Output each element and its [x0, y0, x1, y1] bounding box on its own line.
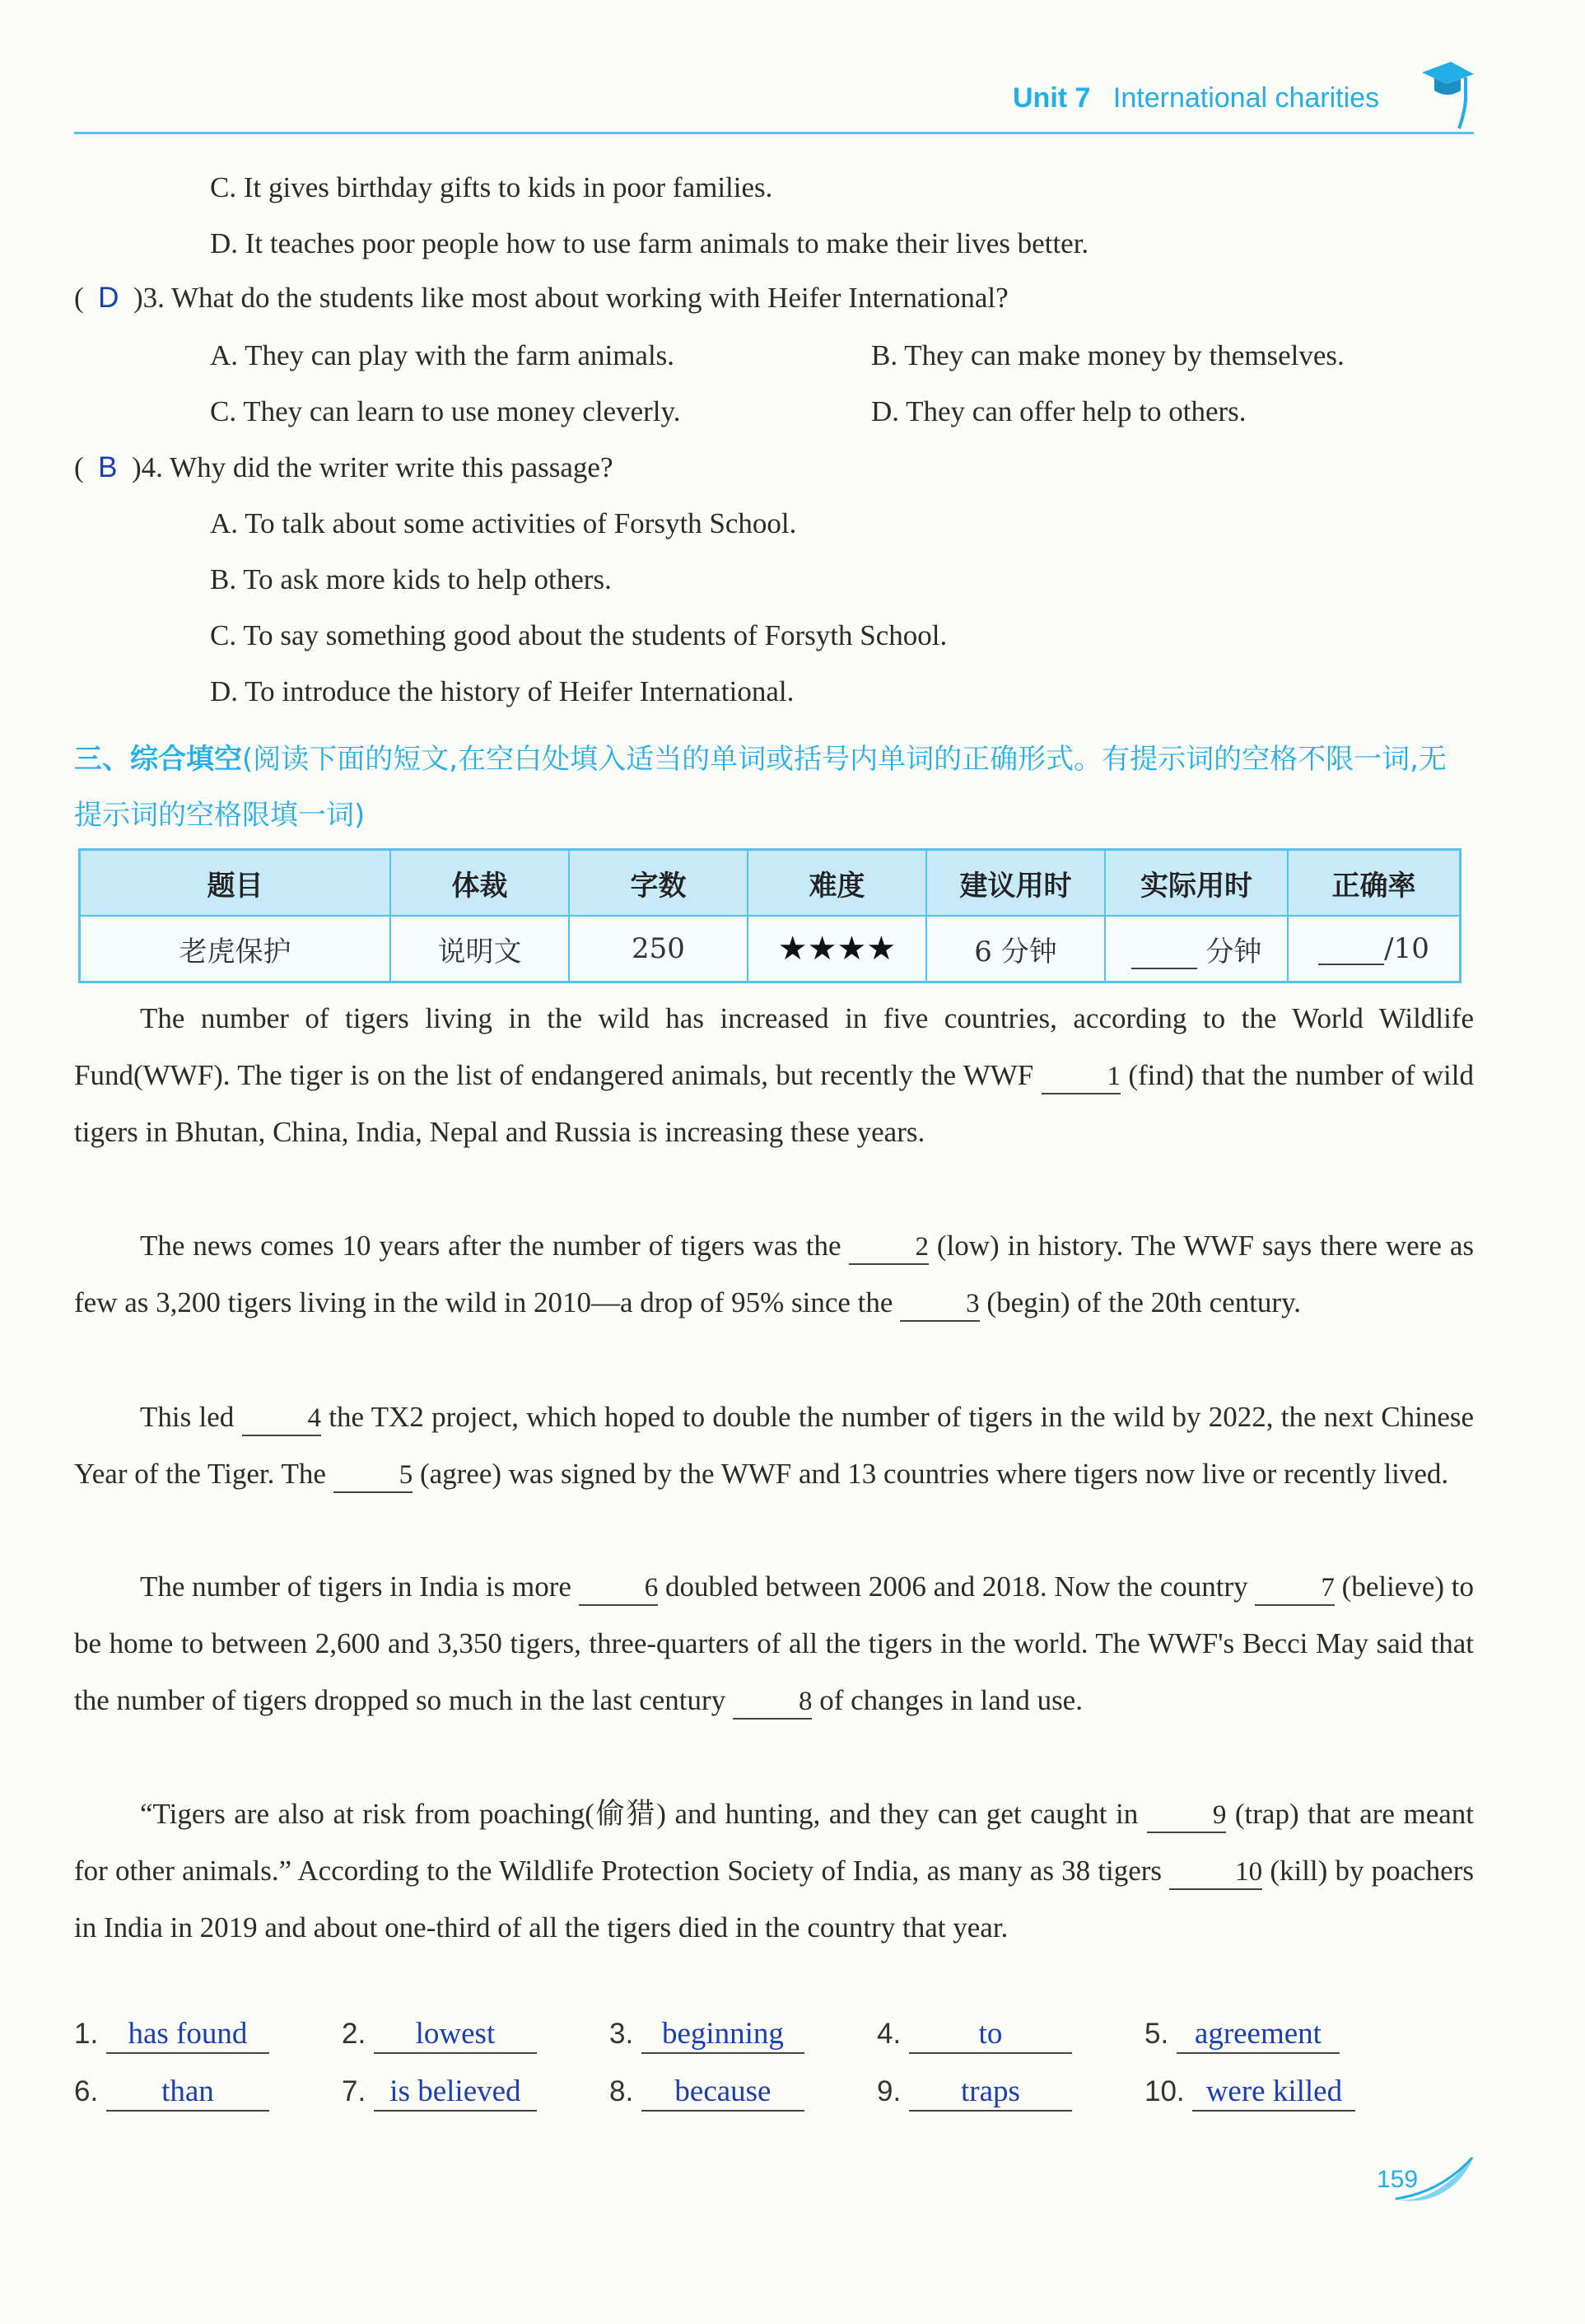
answer-6: 6. than [74, 2074, 269, 2112]
cell-difficulty: ★★★★ [748, 916, 926, 982]
blank-8: 8 [733, 1685, 813, 1720]
q4-option-b: B. To ask more kids to help others. [210, 563, 612, 595]
table-row [80, 916, 1461, 982]
q2-option-d: D. It teaches poor people how to use farm animals to make their lives better. [210, 227, 1089, 259]
section-3-heading [74, 731, 1474, 843]
answer-1: 1. has found [74, 2016, 269, 2054]
q3-option-b: B. They can make money by themselves. [871, 339, 1345, 371]
answer-7: 7. is believed [342, 2074, 537, 2112]
answer-9: 9. traps [877, 2074, 1072, 2112]
answer-3: 3. beginning [609, 2016, 804, 2054]
passage-paragraph-2: The news comes 10 years after the number of tigers was the 2 (low) in history. The WWF says there were as few as 3,200 tigers living in the wild in 2010—a drop of 95% since the 3 (begin) of the 20th century. [74, 1217, 1474, 1331]
blank-2: 2 [849, 1230, 929, 1265]
passage-paragraph-5: “Tigers are also at risk from poaching(偷猎) and hunting, and they can get caught in 9 (trap) that are meant for other animals.” According to the Wildlife Protection Society of India, as many as 38 tigers 10 (kill) by poachers in India in 2019 and about one-third of all the tigers died in the country that year. [74, 1798, 1474, 1944]
unit-header [1013, 82, 1379, 114]
answer-2: 2. lowest [342, 2016, 537, 2054]
blank-10: 10 [1169, 1855, 1262, 1890]
cell-actual-time [1105, 916, 1288, 982]
q4-option-a: A. To talk about some activities of Forsyth School. [210, 507, 797, 539]
question-3: ( D )3. What do the students like most about working with Heifer International? [74, 282, 1009, 314]
actual-time-blank [1131, 943, 1197, 969]
q4-stem: )4. Why did the writer write this passage? [132, 451, 613, 483]
blank-5: 5 [333, 1458, 413, 1493]
graduation-cap-icon [1418, 58, 1475, 132]
q3-option-c: C. They can learn to use money cleverly. [210, 395, 681, 427]
q3-answer: D [98, 282, 119, 314]
answer-4: 4. to [877, 2016, 1072, 2054]
blank-7: 7 [1255, 1571, 1335, 1606]
answer-8: 8. because [609, 2074, 804, 2112]
header-rule [74, 132, 1474, 134]
blank-3: 3 [900, 1287, 980, 1322]
unit-label: Unit 7 [1013, 82, 1091, 114]
q3-option-d: D. They can offer help to others. [871, 395, 1247, 427]
header-accuracy: 正确率 [1288, 850, 1461, 917]
q2-option-c: C. It gives birthday gifts to kids in poor families. [210, 171, 773, 203]
blank-1: 1 [1042, 1060, 1121, 1094]
accuracy-blank [1318, 939, 1384, 965]
passage-paragraph-1: The number of tigers living in the wild has increased in five countries, according to the World Wildlife Fund(WWF). The tiger is on the list of endangered animals, but recently the WWF 1 (find) that the number of wild tigers in Bhutan, China, India, Nepal and Russia is increasing these years. [74, 1002, 1474, 1148]
section-3-instructions: (阅读下面的短文,在空白处填入适当的单词或括号内单词的正确形式。有提示词的空格不限一词,无提示词的空格限填一词) [74, 743, 1447, 832]
header-words: 字数 [569, 850, 748, 917]
header-genre: 体裁 [390, 850, 569, 917]
q4-option-d: D. To introduce the history of Heifer International. [210, 675, 795, 707]
answer-10: 10. were killed [1144, 2074, 1355, 2112]
q3-stem: )3. What do the students like most about working with Heifer International? [133, 282, 1009, 314]
blank-9: 9 [1147, 1799, 1227, 1833]
section-3-label: 三、综合填空 [74, 743, 242, 776]
answer-5: 5. agreement [1144, 2016, 1340, 2054]
blank-4: 4 [242, 1402, 322, 1436]
unit-title: International charities [1112, 82, 1380, 114]
page-number: 159 [1377, 2166, 1419, 2193]
header-suggested-time: 建议用时 [926, 850, 1105, 917]
cell-suggested-time: 6 分钟 [926, 916, 1105, 982]
table-header-row [80, 850, 1461, 917]
passage-paragraph-3: This led 4 the TX2 project, which hoped to double the number of tigers in the wild by 2022, the next Chinese Year of the Tiger. The 5 (agree) was signed by the WWF and 13 countries where tigers now live or recently lived. [74, 1388, 1474, 1502]
exercise-info-table [78, 848, 1461, 983]
q4-option-c: C. To say something good about the students of Forsyth School. [210, 619, 948, 651]
q3-option-a: A. They can play with the farm animals. [210, 339, 675, 371]
cell-topic: 老虎保护 [80, 916, 391, 982]
header-difficulty: 难度 [748, 850, 926, 917]
header-topic: 题目 [80, 850, 391, 917]
cell-accuracy [1288, 916, 1461, 982]
cell-words: 250 [569, 916, 748, 982]
header-actual-time: 实际用时 [1105, 850, 1288, 917]
q4-answer: B [98, 451, 118, 483]
question-4: ( B )4. Why did the writer write this passage? [74, 451, 613, 483]
passage-paragraph-4: The number of tigers in India is more 6 doubled between 2006 and 2018. Now the country 7 (believe) to be home to between 2,600 and 3,350 tigers, three-quarters of all the tigers in the world. The WWF's Becci May said that the number of tigers dropped so much in the last century 8 of changes in land use. [74, 1558, 1474, 1729]
actual-time-unit: 分钟 [1205, 935, 1262, 968]
blank-6: 6 [579, 1571, 659, 1606]
accuracy-total: /10 [1384, 932, 1429, 965]
cell-genre: 说明文 [390, 916, 569, 982]
